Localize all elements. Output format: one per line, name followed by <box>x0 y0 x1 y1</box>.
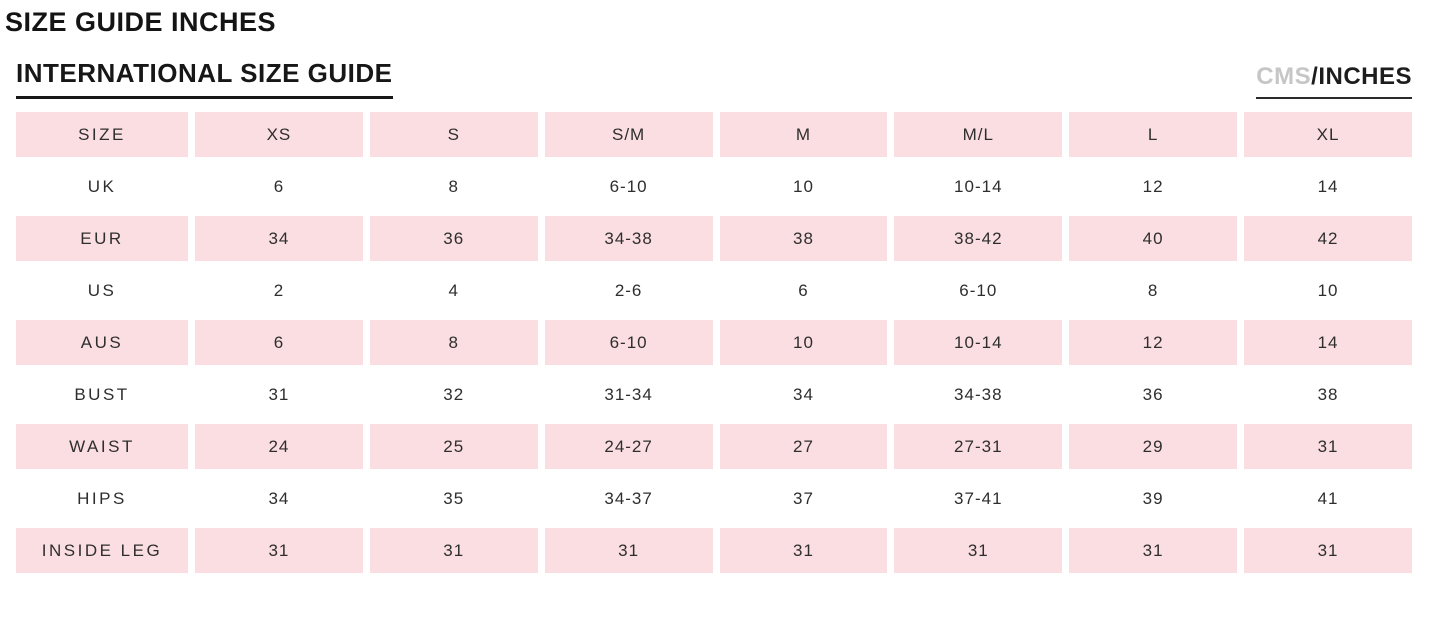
size-value-cell: 12 <box>1069 164 1237 209</box>
size-value-cell: 31 <box>894 528 1062 573</box>
size-value-cell: 37 <box>720 476 888 521</box>
size-column-header: XL <box>1244 112 1412 157</box>
size-column-header: L <box>1069 112 1237 157</box>
size-value-cell: 6-10 <box>545 164 713 209</box>
header-label-cell: SIZE <box>16 112 188 157</box>
size-value-cell: 31 <box>545 528 713 573</box>
size-value-cell: 24-27 <box>545 424 713 469</box>
size-table-body <box>16 112 1412 573</box>
table-row <box>16 528 1412 573</box>
page-title: SIZE GUIDE INCHES <box>5 7 277 37</box>
size-column-header: S/M <box>545 112 713 157</box>
size-value-cell: 29 <box>1069 424 1237 469</box>
size-value-cell: 38 <box>720 216 888 261</box>
size-value-cell: 36 <box>370 216 538 261</box>
size-value-cell: 27 <box>720 424 888 469</box>
size-value-cell: 25 <box>370 424 538 469</box>
size-value-cell: 2 <box>195 268 363 313</box>
size-column-header: M <box>720 112 888 157</box>
size-value-cell: 34 <box>720 372 888 417</box>
table-row <box>16 164 1412 209</box>
size-value-cell: 10-14 <box>894 164 1062 209</box>
size-value-cell: 10 <box>720 320 888 365</box>
size-value-cell: 34 <box>195 216 363 261</box>
size-value-cell: 40 <box>1069 216 1237 261</box>
size-value-cell: 31 <box>370 528 538 573</box>
size-value-cell: 2-6 <box>545 268 713 313</box>
size-value-cell: 37-41 <box>894 476 1062 521</box>
size-value-cell: 10-14 <box>894 320 1062 365</box>
size-value-cell: 34-37 <box>545 476 713 521</box>
size-value-cell: 31 <box>195 372 363 417</box>
row-label-cell: HIPS <box>16 476 188 521</box>
size-value-cell: 31 <box>1244 528 1412 573</box>
row-label-cell: AUS <box>16 320 188 365</box>
row-label-cell: EUR <box>16 216 188 261</box>
size-value-cell: 6-10 <box>894 268 1062 313</box>
header-bar <box>16 58 1412 99</box>
size-value-cell: 34 <box>195 476 363 521</box>
unit-cms-option[interactable]: CMS <box>1256 63 1312 90</box>
size-column-header: XS <box>195 112 363 157</box>
row-label-cell: UK <box>16 164 188 209</box>
size-value-cell: 6-10 <box>545 320 713 365</box>
table-row <box>16 268 1412 313</box>
size-value-cell: 27-31 <box>894 424 1062 469</box>
size-value-cell: 31 <box>1069 528 1237 573</box>
size-value-cell: 38-42 <box>894 216 1062 261</box>
size-value-cell: 10 <box>720 164 888 209</box>
size-value-cell: 31 <box>1244 424 1412 469</box>
row-label-cell: INSIDE LEG <box>16 528 188 573</box>
size-value-cell: 39 <box>1069 476 1237 521</box>
size-value-cell: 36 <box>1069 372 1237 417</box>
size-value-cell: 34-38 <box>894 372 1062 417</box>
size-value-cell: 12 <box>1069 320 1237 365</box>
size-value-cell: 4 <box>370 268 538 313</box>
row-label-cell: BUST <box>16 372 188 417</box>
size-value-cell: 38 <box>1244 372 1412 417</box>
table-row <box>16 476 1412 521</box>
unit-separator: / <box>1311 63 1319 90</box>
size-value-cell: 8 <box>370 320 538 365</box>
size-value-cell: 6 <box>195 320 363 365</box>
section-heading: INTERNATIONAL SIZE GUIDE <box>16 58 393 99</box>
size-value-cell: 31 <box>720 528 888 573</box>
size-value-cell: 6 <box>720 268 888 313</box>
size-value-cell: 31 <box>195 528 363 573</box>
table-row <box>16 424 1412 469</box>
row-label-cell: US <box>16 268 188 313</box>
size-value-cell: 24 <box>195 424 363 469</box>
table-row <box>16 216 1412 261</box>
size-value-cell: 6 <box>195 164 363 209</box>
table-row <box>16 372 1412 417</box>
row-label-cell: WAIST <box>16 424 188 469</box>
size-value-cell: 10 <box>1244 268 1412 313</box>
table-row <box>16 320 1412 365</box>
size-column-header: S <box>370 112 538 157</box>
size-guide-table <box>9 105 1419 580</box>
unit-toggle[interactable] <box>1256 63 1412 99</box>
size-value-cell: 34-38 <box>545 216 713 261</box>
size-value-cell: 31-34 <box>545 372 713 417</box>
size-value-cell: 35 <box>370 476 538 521</box>
size-value-cell: 42 <box>1244 216 1412 261</box>
size-column-header: M/L <box>894 112 1062 157</box>
size-value-cell: 8 <box>370 164 538 209</box>
size-value-cell: 41 <box>1244 476 1412 521</box>
unit-inches-option[interactable]: INCHES <box>1318 63 1412 90</box>
size-value-cell: 14 <box>1244 320 1412 365</box>
size-value-cell: 8 <box>1069 268 1237 313</box>
table-header-row <box>16 112 1412 157</box>
size-value-cell: 14 <box>1244 164 1412 209</box>
size-value-cell: 32 <box>370 372 538 417</box>
